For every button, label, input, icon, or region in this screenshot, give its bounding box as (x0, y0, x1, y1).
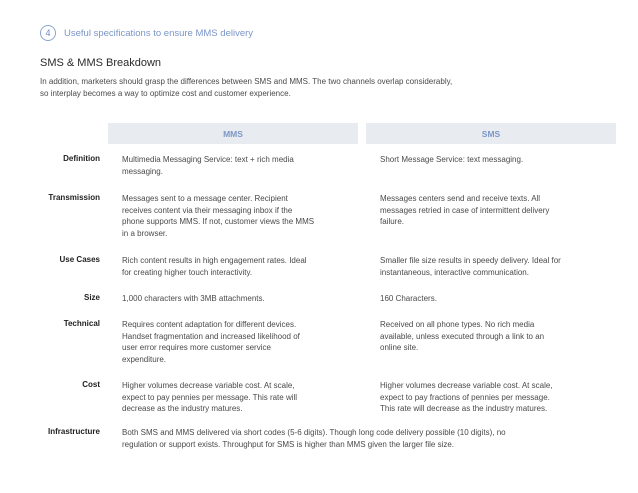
mms-cell (122, 293, 352, 305)
cell-line: failure. (380, 217, 405, 226)
mms-cell (122, 154, 352, 177)
sms-cell (380, 293, 595, 305)
cell-line: in a browser. (122, 228, 168, 238)
cell-line: This rate will decrease as the industry matures. (380, 404, 548, 413)
cell-line: Higher volumes decrease variable cost. At scale, (122, 381, 295, 390)
cell-line: Smaller file size results in speedy delivery. Ideal for (380, 256, 561, 265)
section-step-header (40, 24, 253, 42)
row-label: Infrastructure (47, 427, 100, 436)
cell-line: 160 Characters. (380, 294, 437, 303)
mms-cell (122, 319, 352, 365)
mms-cell (122, 193, 352, 239)
cell-line: Received on all phone types. No rich media (380, 320, 535, 329)
row-label: Transmission (48, 193, 100, 202)
column-header-mms: MMS (108, 123, 358, 144)
intro-line: In addition, marketers should grasp the differences between SMS and MMS. The two channels overlap considerably, (40, 77, 453, 86)
intro-line: so interplay becomes a way to optimize cost and customer experience. (40, 89, 291, 98)
infrastructure-cell (122, 427, 592, 450)
cell-line: decrease as the industry matures. (122, 404, 243, 413)
cell-line: messages retried in case of intermittent delivery (380, 205, 550, 215)
step-title: Useful specifications to ensure MMS delivery (64, 27, 254, 39)
sms-cell (380, 255, 595, 278)
sms-cell (380, 154, 595, 166)
sms-cell (380, 319, 595, 354)
cell-line: online site. (380, 343, 419, 352)
cell-line: expect to pay fractions of pennies per message. (380, 392, 550, 402)
cell-line: 1,000 characters with 3MB attachments. (122, 294, 265, 303)
cell-line: Messages centers send and receive texts. All (380, 194, 541, 203)
cell-line: expenditure. (122, 354, 167, 364)
cell-line: Handset fragmentation and increased likelihood of (122, 331, 300, 341)
row-label: Use Cases (59, 255, 100, 264)
cell-line: Messages sent to a message center. Recipient (122, 194, 288, 203)
cell-line: available, unless executed through a link to an (380, 331, 545, 341)
row-label: Definition (63, 154, 100, 163)
sms-cell (380, 193, 595, 228)
cell-line: Multimedia Messaging Service: text + rich media (122, 155, 294, 164)
cell-line: Both SMS and MMS delivered via short codes (5-6 digits). Though long code delivery possible (10 digits), no (122, 428, 506, 437)
mms-cell (122, 380, 352, 415)
cell-line: regulation or support exists. Throughput for SMS is higher than MMS given the larger file size. (122, 439, 455, 449)
cell-line: Higher volumes decrease variable cost. At scale, (380, 381, 553, 390)
sms-cell (380, 380, 595, 415)
cell-line: Requires content adaptation for different devices. (122, 320, 297, 329)
cell-line: expect to pay pennies per message. This rate will (122, 392, 298, 402)
mms-cell (122, 255, 352, 278)
row-label: Technical (63, 319, 100, 328)
section-title: SMS & MMS Breakdown (40, 57, 162, 69)
step-number-badge: 4 (40, 25, 56, 41)
cell-line: messaging. (122, 166, 163, 176)
cell-line: user error requires more customer service (122, 343, 271, 352)
cell-line: instantaneous, interactive communication. (380, 267, 529, 277)
cell-line: Short Message Service: text messaging. (380, 155, 524, 164)
row-label: Size (83, 293, 100, 302)
cell-line: phone supports MMS. If not, customer views the MMS (122, 217, 315, 226)
cell-line: receives content via their messaging inbox if the (122, 205, 293, 215)
row-label: Cost (82, 380, 100, 389)
intro-paragraph (40, 76, 600, 100)
cell-line: Rich content results in high engagement rates. Ideal (122, 256, 307, 265)
cell-line: for creating higher touch interactivity. (122, 267, 253, 277)
column-header-sms: SMS (366, 123, 616, 144)
